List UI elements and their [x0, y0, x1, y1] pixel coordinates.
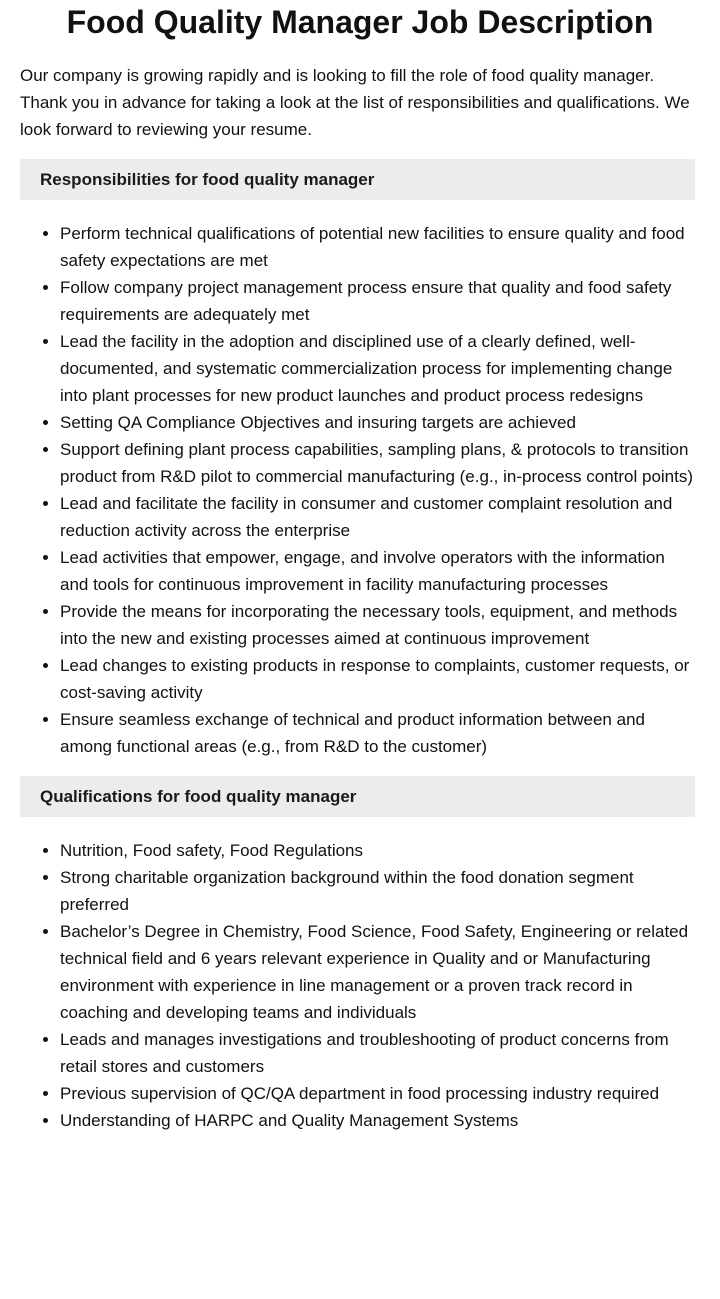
- list-item: • Leads and manages investigations and troubleshooting of product concerns from retail stores and customers: [60, 1026, 695, 1080]
- list-item: • Lead the facility in the adoption and disciplined use of a clearly defined, well-documented, and systematic commercialization process for implementing change into plant processes for new product launches and product process redesigns: [60, 328, 695, 409]
- responsibilities-heading: Responsibilities for food quality manager: [20, 159, 695, 200]
- list-item: • Lead and facilitate the facility in consumer and customer complaint resolution and reduction activity across the enterprise: [60, 490, 695, 544]
- list-item: • Nutrition, Food safety, Food Regulations: [60, 837, 695, 864]
- qualifications-heading: Qualifications for food quality manager: [20, 776, 695, 817]
- list-item: • Strong charitable organization background within the food donation segment preferred: [60, 864, 695, 918]
- list-item: • Setting QA Compliance Objectives and insuring targets are achieved: [60, 409, 695, 436]
- list-item: • Perform technical qualifications of potential new facilities to ensure quality and food safety expectations are met: [60, 220, 695, 274]
- list-item: • Bachelor’s Degree in Chemistry, Food Science, Food Safety, Engineering or related technical field and 6 years relevant experience in Quality and or Manufacturing environment with experience in line management or a proven track record in coaching and developing teams and individuals: [60, 918, 695, 1026]
- list-item: • Lead changes to existing products in response to complaints, customer requests, or cost-saving activity: [60, 652, 695, 706]
- list-item: • Ensure seamless exchange of technical and product information between and among functional areas (e.g., from R&D to the customer): [60, 706, 695, 760]
- list-item: • Follow company project management process ensure that quality and food safety requirements are adequately met: [60, 274, 695, 328]
- list-item: • Support defining plant process capabilities, sampling plans, & protocols to transition product from R&D pilot to commercial manufacturing (e.g., in-process control points): [60, 436, 695, 490]
- list-item: • Provide the means for incorporating the necessary tools, equipment, and methods into the new and existing processes aimed at continuous improvement: [60, 598, 695, 652]
- list-item: • Previous supervision of QC/QA department in food processing industry required: [60, 1080, 695, 1107]
- page-title: Food Quality Manager Job Description: [66, 4, 654, 40]
- intro-paragraph: Our company is growing rapidly and is looking to fill the role of food quality manager. Thank you in advance for taking a look at the list of responsibilities and qualifications. We look forward to reviewing your resume.: [20, 66, 690, 139]
- list-item: • Understanding of HARPC and Quality Management Systems: [60, 1107, 695, 1134]
- list-item: • Lead activities that empower, engage, and involve operators with the information and tools for continuous improvement in facility manufacturing processes: [60, 544, 695, 598]
- qualifications-list: [20, 837, 695, 1134]
- responsibilities-list: [20, 220, 695, 760]
